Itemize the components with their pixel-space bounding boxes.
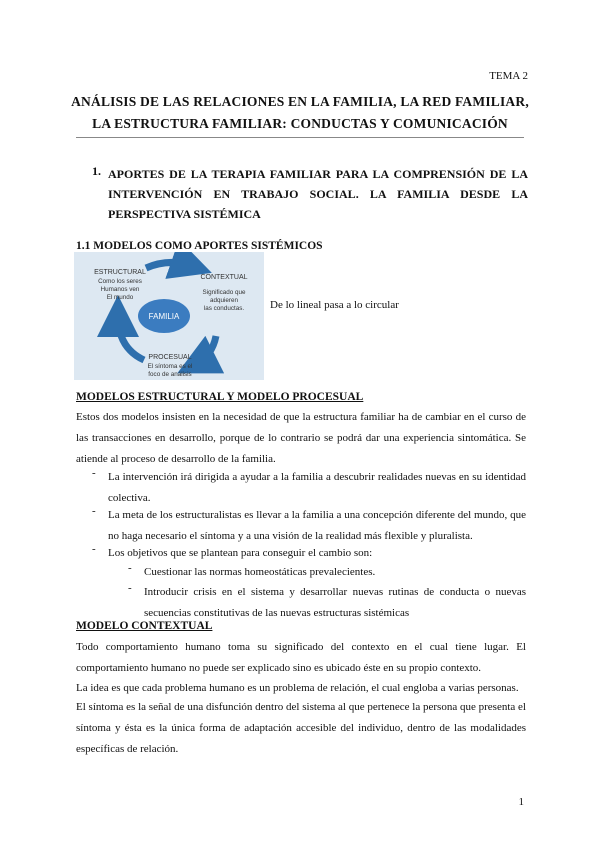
paragraph-estructural: Estos dos modelos insisten en la necesidad de que la estructura familiar ha de cambiar en el curso de las transacciones en desarrollo, porque de lo contrario se podrá dar una experiencia sintomática. Se atiende al proceso de desarrollo de la familia. (76, 411, 526, 465)
procesual-line-1: El síntoma es el (147, 363, 193, 370)
contextual-line-1: Significado que (202, 289, 246, 296)
sub-bullet-dash: - (128, 582, 132, 594)
section-title: APORTES DE LA TERAPIA FAMILIAR PARA LA COMPRENSIÓN DE LA INTERVENCIÓN EN TRABAJO SOCIAL. LA FAMILIA DESDE LA PERSPECTIVA SISTÉMICA (108, 167, 528, 221)
cycle-arrow-right (196, 336, 216, 364)
bullet-dash: - (92, 543, 96, 555)
paragraph-contextual-1: Todo comportamiento humano toma su significado del contexto en el cual tiene lugar. El comportamiento humano no puede ser explicado sino es ubicado éste en su propio contexto. (76, 641, 526, 674)
bullet-dash: - (92, 467, 96, 479)
bullet-item-1: La intervención irá dirigida a ayudar a la familia a descubrir realidades nuevas en su identidad colectiva. (108, 471, 526, 504)
sub-bullet-dash: - (128, 562, 132, 574)
estructural-line-1: Como los seres (98, 278, 142, 285)
contextual-title: CONTEXTUAL (200, 274, 248, 281)
bullet-dash: - (92, 505, 96, 517)
title-divider (76, 137, 524, 138)
contextual-line-3: las conductas. (203, 305, 245, 312)
procesual-title: PROCESUAL (148, 354, 192, 361)
estructural-title: ESTRUCTURAL (94, 269, 146, 276)
sub-bullet-item-1: Cuestionar las normas homeostáticas prevalecientes. (144, 566, 376, 578)
diagram-caption: De lo lineal pasa a lo circular (270, 299, 399, 311)
sub-bullet-item-2: Introducir crisis en el sistema y desarrollar nuevas rutinas de conducta o nuevas secuencias constitutivas de las nuevas estructuras sistémicas (144, 586, 526, 619)
heading-modelos-estructural: MODELOS ESTRUCTURAL Y MODELO PROCESUAL (76, 391, 364, 403)
cycle-diagram-svg (74, 252, 264, 380)
page-number: 1 (518, 796, 524, 808)
bullet-item-3: Los objetivos que se plantean para conseguir el cambio son: (108, 547, 373, 559)
estructural-line-2: Humanos ven (100, 286, 140, 293)
procesual-line-2: foco de análisis (148, 371, 192, 378)
document-title-line-2: LA ESTRUCTURA FAMILIAR: CONDUCTAS Y COMUNICACIÓN (92, 116, 508, 131)
heading-modelo-contextual: MODELO CONTEXTUAL (76, 620, 213, 632)
section-number: 1. (92, 164, 101, 178)
contextual-line-2: adquieren (209, 297, 239, 304)
paragraph-contextual-3: El síntoma es la señal de una disfunción dentro del sistema al que pertenece la persona que presenta el síntoma y ésta es la única forma de adaptación accesible del individuo, dentro de las modalidades específicas de relación. (76, 701, 526, 755)
models-cycle-diagram (74, 252, 264, 380)
familia-label: FAMILIA (148, 312, 180, 321)
document-title-line-1: ANÁLISIS DE LAS RELACIONES EN LA FAMILIA, LA RED FAMILIAR, (71, 94, 529, 109)
cycle-arrow-top (146, 262, 192, 268)
estructural-line-3: El mundo (106, 294, 134, 301)
tema-label: TEMA 2 (489, 70, 528, 82)
bullet-item-2: La meta de los estructuralistas es llevar a la familia a una concepción diferente del mundo, que no haga necesario el síntoma y a una visión de la realidad más flexible y pluralista. (108, 509, 526, 542)
paragraph-contextual-2: La idea es que cada problema humano es un problema de relación, el cual engloba a varias personas. (76, 682, 519, 694)
subsection-title: 1.1 MODELOS COMO APORTES SISTÉMICOS (76, 240, 323, 252)
